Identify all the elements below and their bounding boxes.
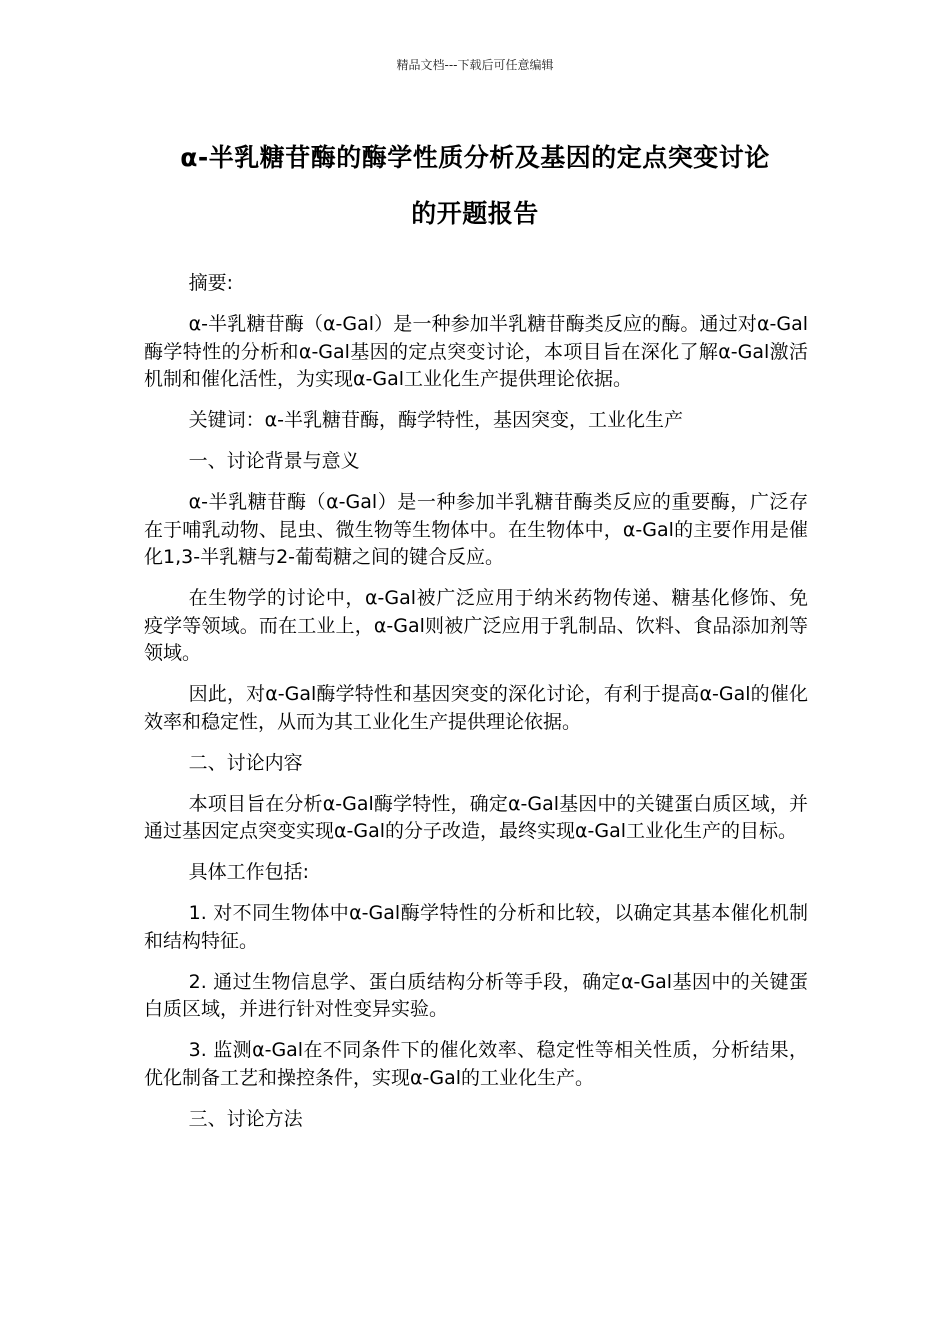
body-paragraph: 因此，对α-Gal酶学特性和基因突变的深化讨论，有利于提高α-Gal的催化效率和稳定性，从而为其工业化生产提供理论依据。: [144, 683, 808, 733]
section-heading-content: 二、讨论内容: [188, 751, 303, 774]
work-list-item: 2. 通过生物信息学、蛋白质结构分析等手段，确定α-Gal基因中的关键蛋白质区域，并进行针对性变异实验。: [144, 970, 808, 1020]
section-heading-background: 一、讨论背景与意义: [188, 450, 360, 472]
body-paragraph: 本项目旨在分析α-Gal酶学特性，确定α-Gal基因中的关键蛋白质区域，并通过基因定点突变实现α-Gal的分子改造，最终实现α-Gal工业化生产的目标。: [144, 792, 808, 842]
work-list-item: 1. 对不同生物体中α-Gal酶学特性的分析和比较，以确定其基本催化机制和结构特征。: [144, 902, 808, 952]
title-line-1: α-半乳糖苷酶的酶学性质分析及基因的定点突变讨论: [180, 143, 770, 172]
keywords-paragraph: 关键词：α-半乳糖苷酶，酶学特性，基因突变，工业化生产: [188, 409, 684, 431]
page-header: 精品文档---下载后可任意编辑: [396, 58, 554, 72]
document-body: [144, 270, 808, 1147]
document-title: [140, 130, 810, 242]
title-line-2: 的开题报告: [411, 199, 539, 228]
section-heading-methods: 三、讨论方法: [188, 1107, 303, 1130]
abstract-label: 摘要:: [188, 272, 234, 294]
body-paragraph: α-半乳糖苷酶（α-Gal）是一种参加半乳糖苷酶类反应的重要酶，广泛存在于哺乳动物、昆虫、微生物等生物体中。在生物体中，α-Gal的主要作用是催化1,3-半乳糖与2-葡萄糖之间的键合反应。: [144, 491, 808, 568]
body-paragraph: 在生物学的讨论中，α-Gal被广泛应用于纳米药物传递、糖基化修饰、免疫学等领域。而在工业上，α-Gal则被广泛应用于乳制品、饮料、食品添加剂等领域。: [144, 587, 808, 664]
abstract-paragraph: α-半乳糖苷酶（α-Gal）是一种参加半乳糖苷酶类反应的酶。通过对α-Gal酶学特性的分析和α-Gal基因的定点突变讨论，本项目旨在深化了解α-Gal激活机制和催化活性，为实现α-Gal工业化生产提供理论依据。: [144, 313, 808, 390]
work-list-label: 具体工作包括:: [188, 861, 310, 883]
work-list-item: 3. 监测α-Gal在不同条件下的催化效率、稳定性等相关性质，分析结果，优化制备工艺和操控条件，实现α-Gal的工业化生产。: [144, 1039, 808, 1089]
